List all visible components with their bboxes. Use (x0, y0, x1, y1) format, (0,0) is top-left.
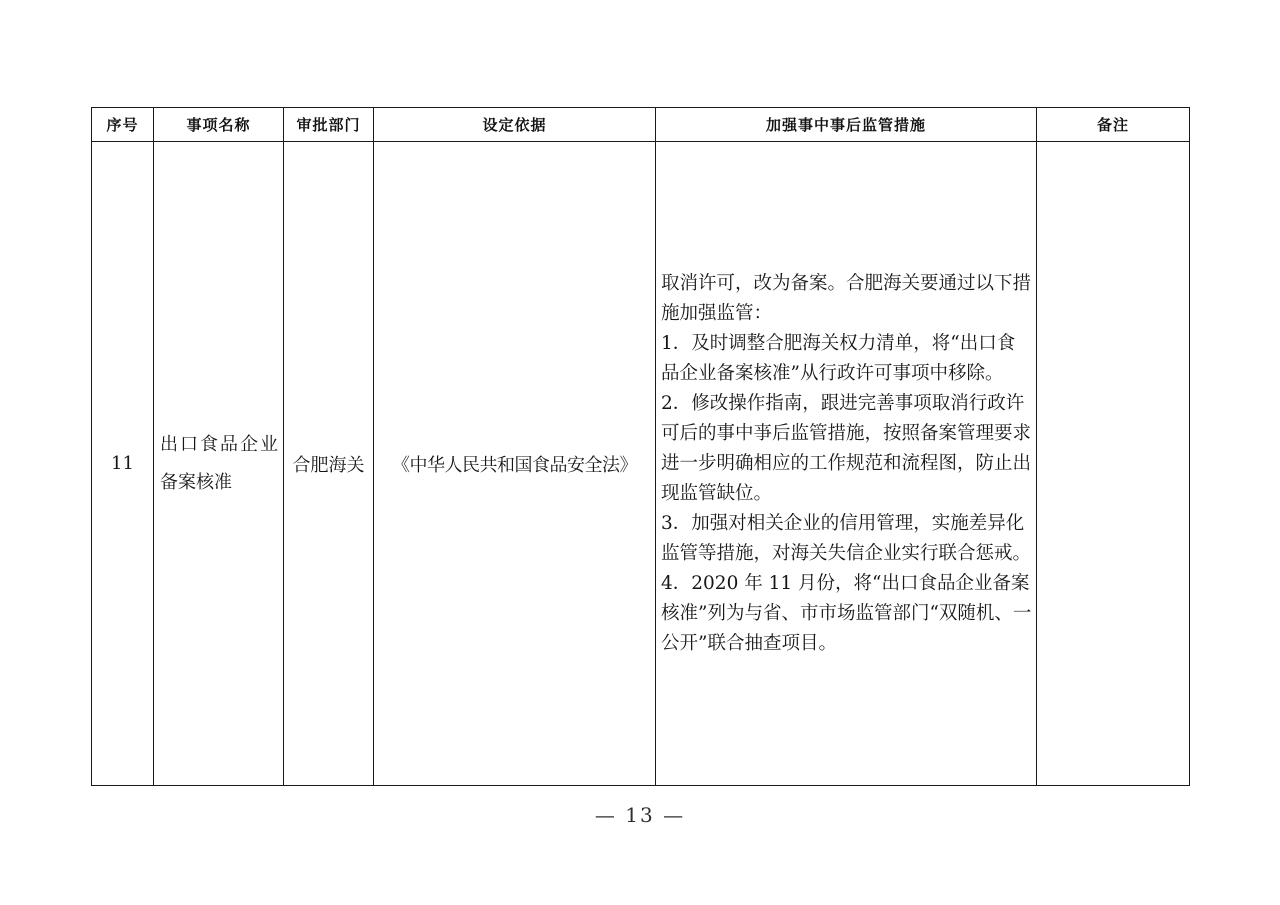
table-header-row (92, 108, 1190, 142)
cell-supervision-measures (656, 142, 1037, 786)
cell-remarks (1037, 142, 1190, 786)
measure-paragraph-3: 3．加强对相关企业的信用管理，实施差异化监管等措施，对海关失信企业实行联合惩戒。 (661, 512, 1032, 564)
table-row (92, 142, 1190, 786)
measure-paragraph-2: 2．修改操作指南，跟进完善事项取消行政许可后的事中亊后监管措施，按照备案管理要求进一步明确相应的工作规范和流程图，防止出现监管缺位。 (661, 392, 1032, 504)
column-header-supervision-measures: 加强事中事后监管措施 (656, 108, 1037, 142)
cell-serial-number: 11 (92, 142, 154, 786)
page-number: — 13 — (594, 803, 686, 827)
measure-paragraph-1: 1．及时调整合肥海关权力清单，将“出口食品企业备案核准”从行政许可事项中移除。 (661, 332, 1016, 384)
measure-paragraph-intro: 取消许可，改为备案。合肥海关要通过以下措施加强监管： (661, 272, 1032, 324)
cell-item-name (154, 142, 284, 786)
cell-approval-department: 合肥海关 (284, 142, 374, 786)
regulation-table (91, 107, 1190, 786)
column-header-serial-number: 序号 (92, 108, 154, 142)
item-name-text: 出口食品企业备案核准 (160, 433, 278, 493)
column-header-item-name: 事项名称 (154, 108, 284, 142)
column-header-remarks: 备注 (1037, 108, 1190, 142)
column-header-legal-basis: 设定依据 (374, 108, 656, 142)
column-header-approval-department: 审批部门 (284, 108, 374, 142)
supervision-measures-block (661, 269, 1032, 659)
cell-legal-basis: 《中华人民共和国食品安全法》 (374, 142, 656, 786)
measure-paragraph-4: 4．2020 年 11 月份，将“出口食品企业备案核准”列为与省、市市场监管部门“双随机、一公开”联合抽查项目。 (661, 572, 1032, 654)
